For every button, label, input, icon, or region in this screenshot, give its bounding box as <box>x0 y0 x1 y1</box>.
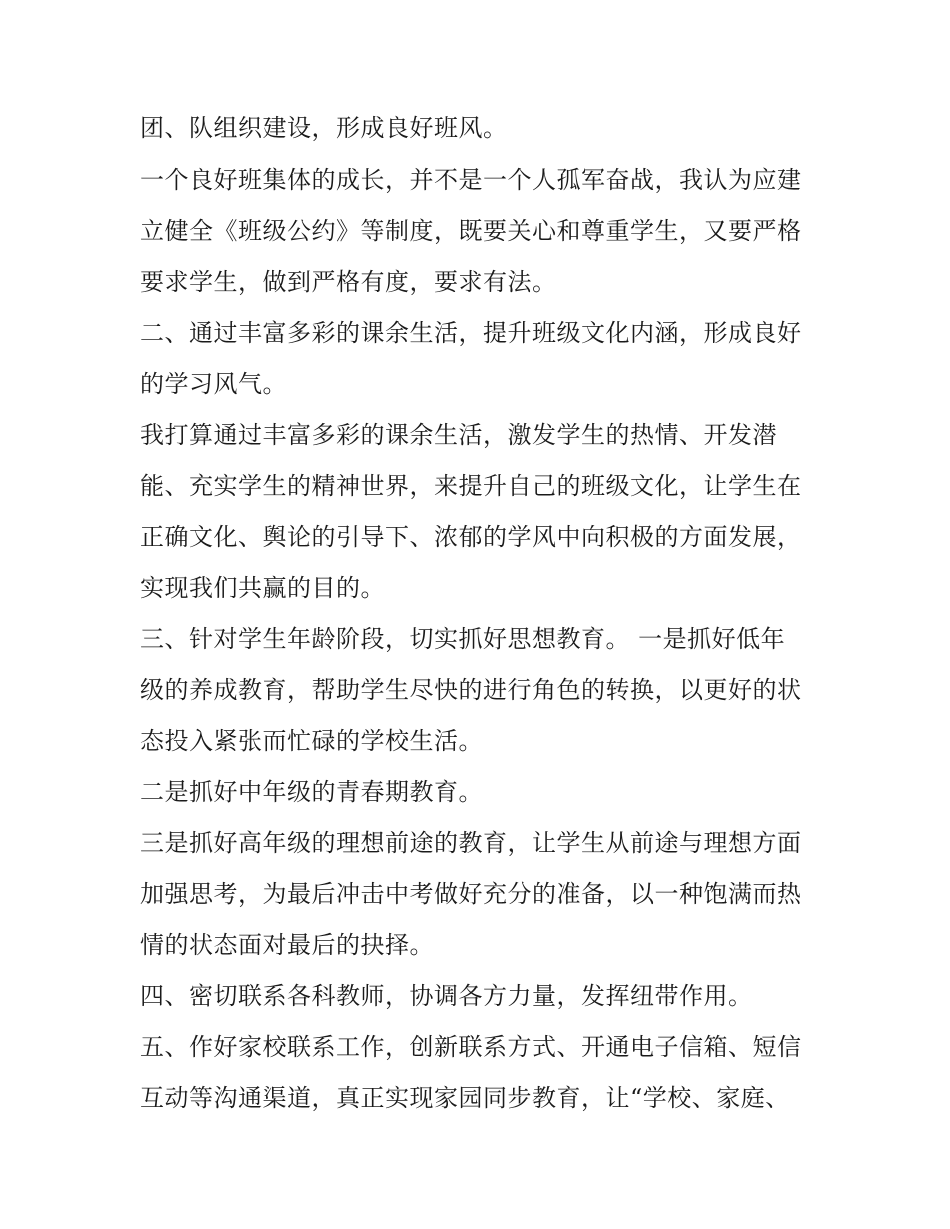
text-line: 情的状态面对最后的抉择。 <box>140 931 434 959</box>
text-line: 我打算通过丰富多彩的课余生活，激发学生的热情、开发潜 <box>140 421 777 449</box>
text-line: 实现我们共赢的目的。 <box>140 574 385 602</box>
text-line: 能、充实学生的精神世界，来提升自己的班级文化，让学生在 <box>140 472 802 500</box>
text-line: 团、队组织建设，形成良好班风。 <box>140 114 508 142</box>
text-line: 级的养成教育，帮助学生尽快的进行角色的转换，以更好的状 <box>140 676 802 704</box>
text-line: 一个良好班集体的成长，并不是一个人孤军奋战，我认为应建 <box>140 166 802 194</box>
text-line: 二、通过丰富多彩的课余生活，提升班级文化内涵，形成良好 <box>140 319 802 347</box>
text-line: 正确文化、舆论的引导下、浓郁的学风中向积极的方面发展， <box>140 523 802 551</box>
text-line: 三、针对学生年龄阶段，切实抓好思想教育。 一是抓好低年 <box>140 625 786 653</box>
text-line: 要求学生，做到严格有度，要求有法。 <box>140 268 557 296</box>
text-line: 五、作好家校联系工作，创新联系方式、开通电子信箱、短信 <box>140 1033 802 1061</box>
text-line: 立健全《班级公约》等制度，既要关心和尊重学生，又要严格 <box>140 217 802 245</box>
text-line: 的学习风气。 <box>140 370 287 398</box>
text-line: 三是抓好高年级的理想前途的教育，让学生从前途与理想方面 <box>140 829 802 857</box>
text-line: 四、密切联系各科教师，协调各方力量，发挥纽带作用。 <box>140 982 753 1010</box>
text-line: 态投入紧张而忙碌的学校生活。 <box>140 727 483 755</box>
text-line: 互动等沟通渠道，真正实现家园同步教育，让“学校、家庭、 <box>140 1084 790 1112</box>
text-line: 加强思考，为最后冲击中考做好充分的准备，以一种饱满而热 <box>140 880 802 908</box>
text-line: 二是抓好中年级的青春期教育。 <box>140 778 483 806</box>
